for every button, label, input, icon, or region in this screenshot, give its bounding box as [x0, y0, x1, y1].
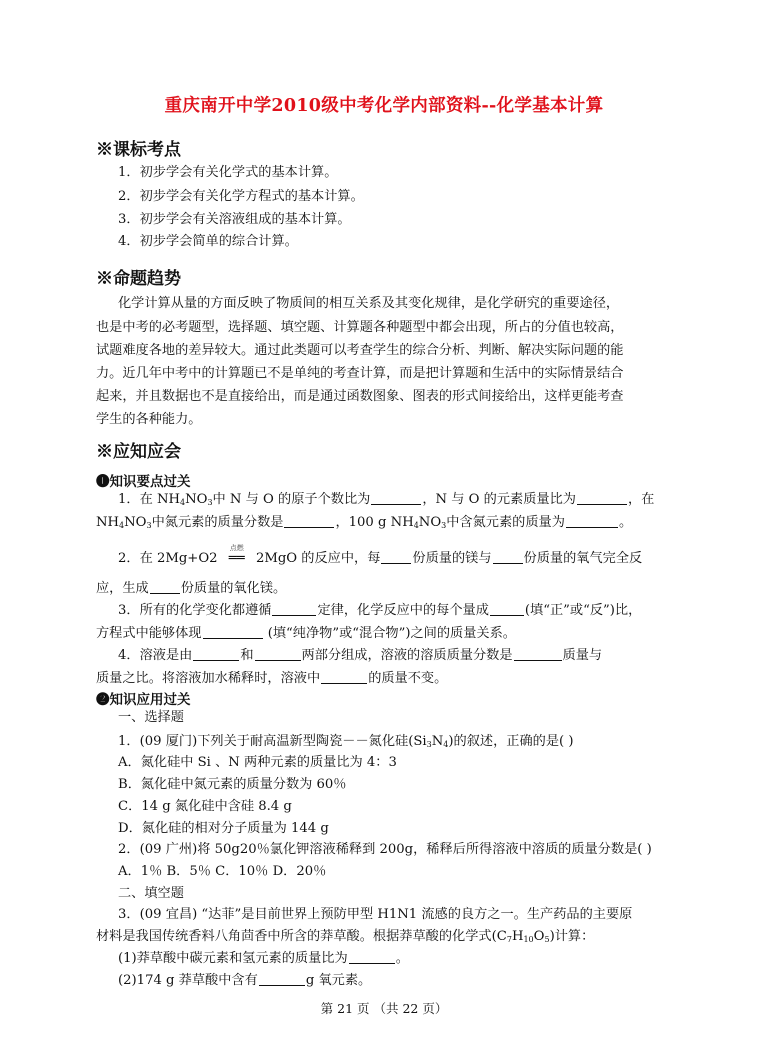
mingti-line-4: 力。近几年中考中的计算题已不是单纯的考查计算，而是把计算题和生活中的实际情景结合 — [96, 366, 624, 381]
answer-blank[interactable] — [514, 646, 562, 661]
choice-q1-option-a: A．氮化硅中 Si 、N 两种元素的质量比为 4：3 — [118, 755, 397, 770]
kebiao-item-3: 3．初步学会有关溶液组成的基本计算。 — [118, 212, 351, 227]
answer-blank[interactable] — [193, 646, 239, 661]
fill-q3-sub-2: (2)174 g 莽草酸中含有 g 氧元素。 — [118, 973, 372, 988]
answer-blank[interactable] — [203, 624, 263, 639]
q2-line-2: 应，生成 份质量的氧化镁。 — [96, 581, 287, 596]
q2-line-1: 2．在 2Mg+O2 点燃 ══ 2MgO 的反应中，每 份质量的镁与 份质量的氧气完全反 — [118, 548, 642, 570]
answer-blank[interactable] — [349, 949, 395, 964]
choice-q1-option-c: C．14 g 氮化硅中含硅 8.4 g — [118, 799, 292, 814]
answer-blank[interactable] — [371, 490, 421, 505]
mingti-line-5: 起来，并且数据也不是直接给出，而是通过函数图象、图表的形式间接给出，这样更能考查 — [96, 389, 624, 404]
mingti-line-2: 也是中考的必考题型，选择题、填空题、计算题各种题型中都会出现，所占的分值也较高， — [96, 320, 624, 335]
answer-blank[interactable] — [259, 971, 305, 986]
answer-blank[interactable] — [490, 601, 524, 616]
document-title: 重庆南开中学2010级中考化学内部资料--化学基本计算 — [164, 96, 604, 116]
fill-q3-line-2: 材料是我国传统香料八角茴香中所含的莽草酸。根据莽草酸的化学式$(C_7H_{10}O_5)$计算： — [96, 929, 595, 944]
section-heading-mingti: ※命题趋势 — [96, 269, 181, 289]
part-heading-fill: 二、填空题 — [118, 886, 184, 901]
answer-blank[interactable] — [150, 579, 180, 594]
choice-q2-options: A．1％ B．5％ C．10％ D．20％ — [118, 864, 327, 879]
answer-blank[interactable] — [493, 549, 523, 564]
answer-blank[interactable] — [255, 646, 301, 661]
answer-blank[interactable] — [566, 513, 618, 528]
answer-blank[interactable] — [272, 601, 316, 616]
answer-blank[interactable] — [284, 513, 334, 528]
subsection-knowledge-points: ❶知识要点过关 — [96, 474, 191, 490]
fill-q3-sub-1: (1)莽草酸中碳元素和氢元素的质量比为 。 — [118, 951, 409, 966]
kebiao-item-4: 4．初步学会简单的综合计算。 — [118, 234, 298, 249]
answer-blank[interactable] — [577, 490, 627, 505]
kebiao-item-2: 2．初步学会有关化学方程式的基本计算。 — [118, 189, 364, 204]
q1-line-2: $NH_4NO_3$中氮元素的质量分数是 ，100 g $NH_4NO_3$中含氮元素的质量为 。 — [96, 515, 633, 530]
choice-q1-option-d: D．氮化硅的相对分子质量为 144 g — [118, 821, 329, 836]
part-heading-choice: 一、选择题 — [118, 710, 184, 725]
answer-blank[interactable] — [381, 549, 411, 564]
section-heading-kebiao: ※课标考点 — [96, 140, 181, 160]
mingti-line-6: 学生的各种能力。 — [96, 412, 202, 427]
choice-q1-option-b: B．氮化硅中氮元素的质量分数为 60％ — [118, 777, 347, 792]
section-heading-yingzhi: ※应知应会 — [96, 442, 181, 462]
q3-line-2: 方程式中能够体现 (填“纯净物”或“混合物”)之间的质量关系。 — [96, 626, 516, 641]
answer-blank[interactable] — [321, 669, 367, 684]
choice-q1: 1．(09 厦门)下列关于耐高温新型陶瓷－－氮化硅$(Si_3N_4)$的叙述，正确的是( ) — [118, 734, 574, 749]
q4-line-1: 4．溶液是由 和 两部分组成，溶液的溶质质量分数是 质量与 — [118, 648, 603, 663]
page-footer: 第 21 页 （共 22 页） — [320, 1001, 448, 1016]
choice-q2: 2．(09 广州)将 50g20％氯化钾溶液稀释到 200g，稀释后所得溶液中溶质的质量分数是( ) — [118, 842, 652, 857]
reaction-condition: 点燃 ══ — [228, 544, 245, 566]
mingti-line-3: 试题难度各地的差异较大。通过此类题可以考查学生的综合分析、判断、解决实际问题的能 — [96, 343, 624, 358]
kebiao-item-1: 1．初步学会有关化学式的基本计算。 — [118, 165, 338, 180]
q1-line-1: 1．在 $NH_4NO_3$中 N 与 O 的原子个数比为 ，N 与 O 的元素质量比为 ，在 — [118, 492, 655, 507]
mingti-line-1: 化学计算从量的方面反映了物质间的相互关系及其变化规律，是化学研究的重要途径， — [118, 296, 620, 311]
q3-line-1: 3．所有的化学变化都遵循 定律，化学反应中的每个量成 (填“正”或“反”)比， — [118, 603, 642, 618]
subsection-application: ❷知识应用过关 — [96, 692, 191, 708]
fill-q3-line-1: 3．(09 宜昌) “达菲”是目前世界上预防甲型 H1N1 流感的良方之一。生产药品的主要原 — [118, 907, 633, 922]
q4-line-2: 质量之比。将溶液加水稀释时，溶液中 的质量不变。 — [96, 671, 448, 686]
